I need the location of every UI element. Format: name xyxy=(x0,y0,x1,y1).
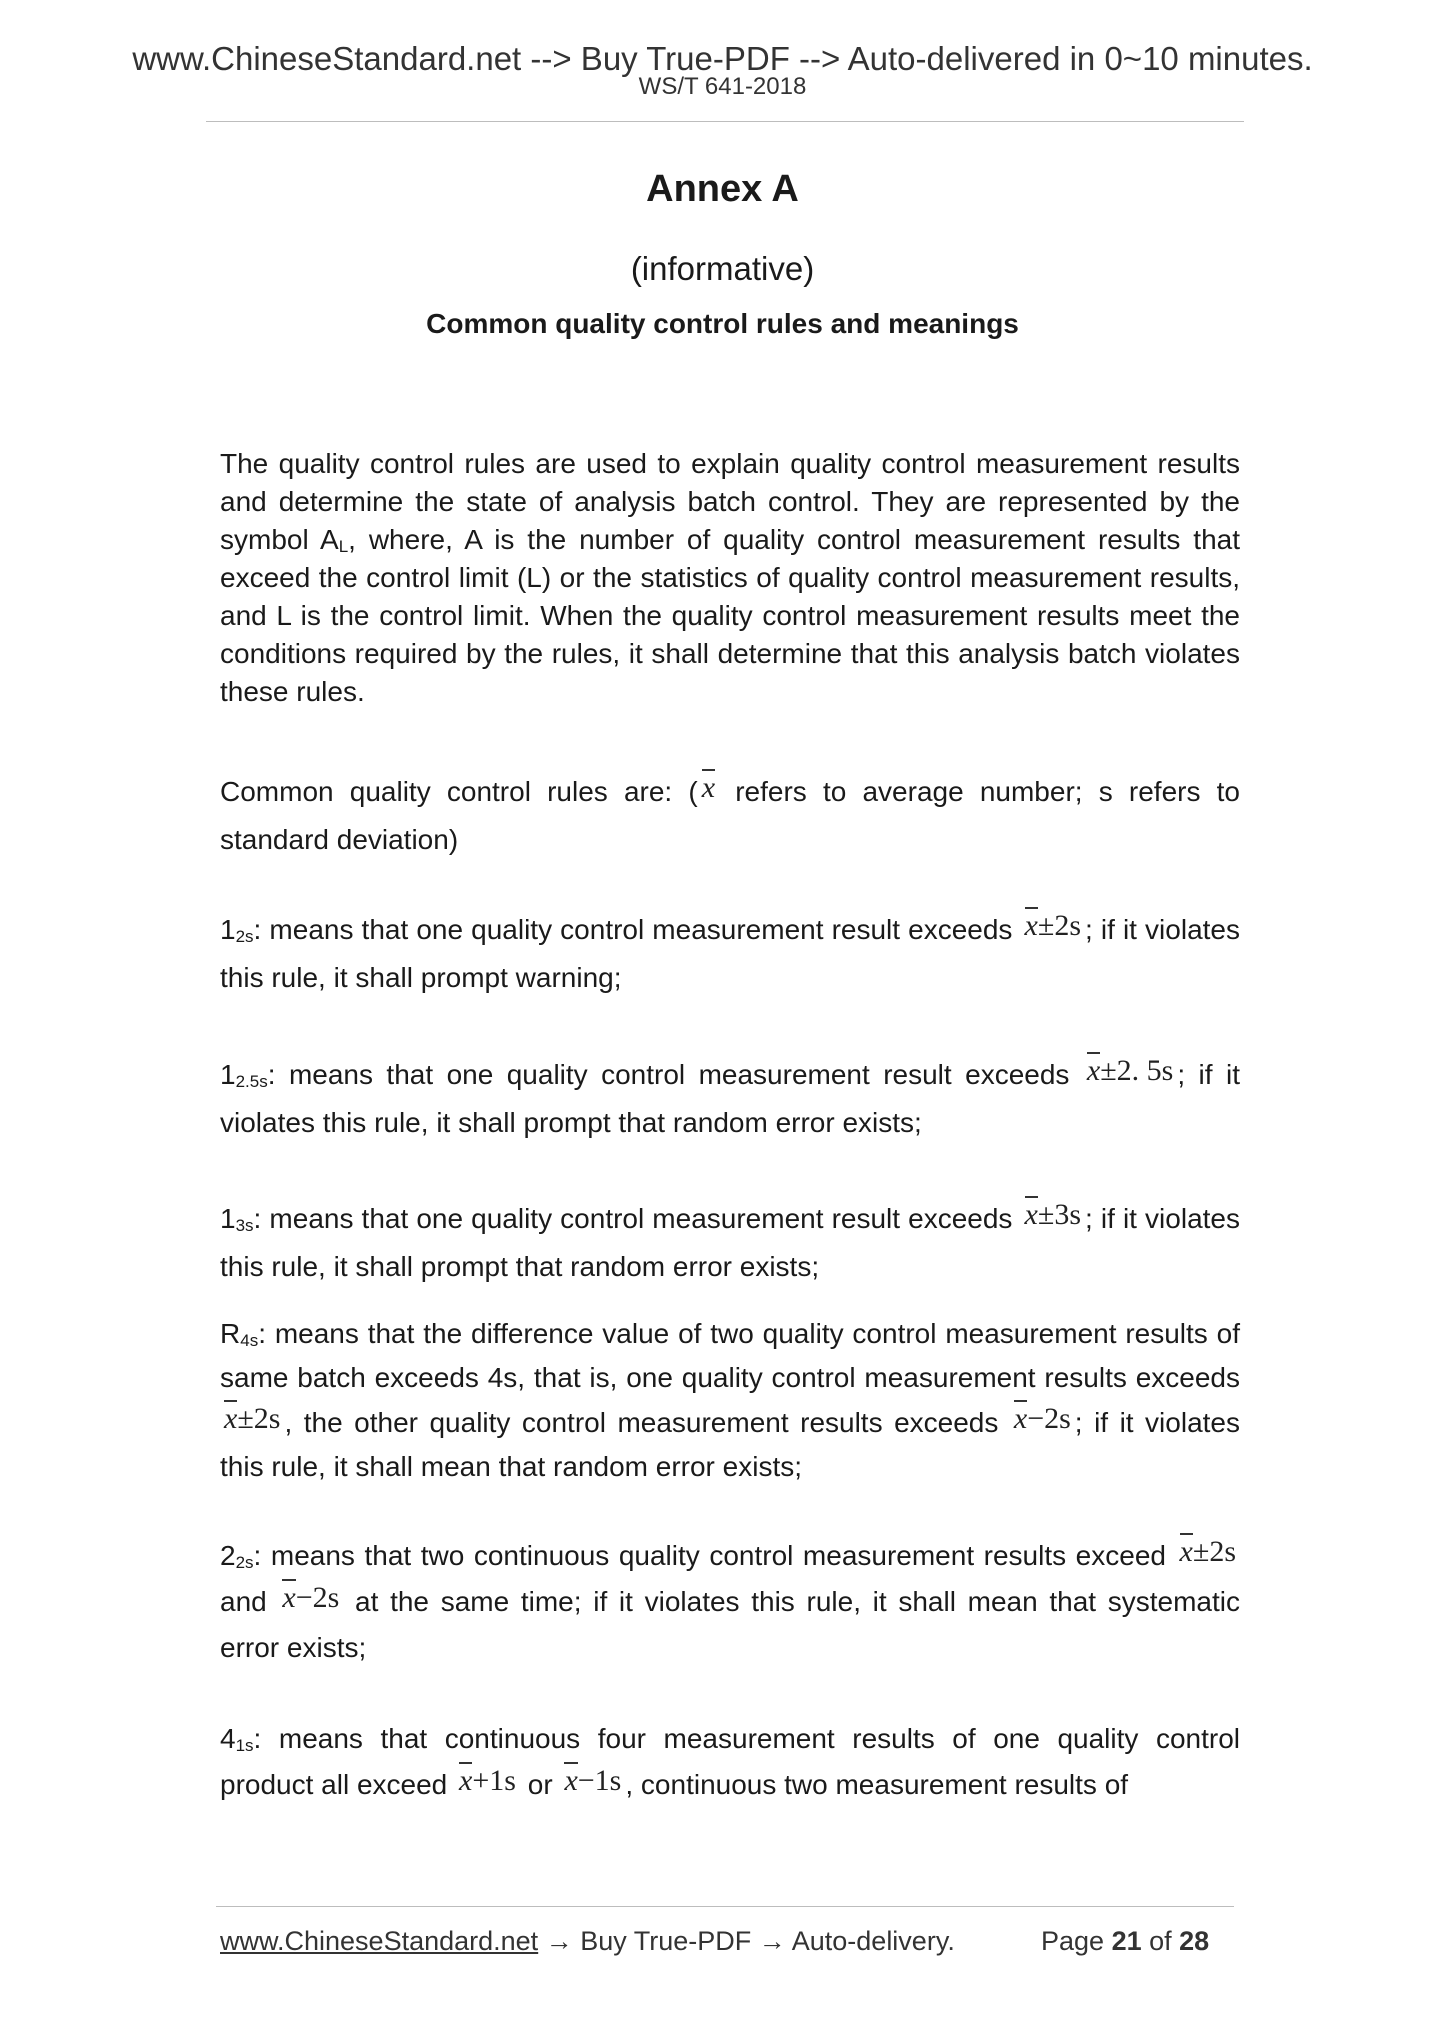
formula-xbar-pm-2s: x±2s xyxy=(1024,909,1081,942)
header-divider xyxy=(206,121,1244,122)
rule-1-3s: $1_{3s}$: means that one quality control measurement result exceeds x±3s ; if it violates this rule, it shall prompt that random error exists; xyxy=(220,1198,1240,1282)
formula-xbar-pm-3s: x±3s xyxy=(1024,1198,1081,1231)
footer-divider xyxy=(216,1906,1234,1907)
annex-heading: Common quality control rules and meanings xyxy=(426,308,1019,339)
intro-paragraph: The quality control rules are used to explain quality control measurement results and determine the state of analysis batch control. They are represented by the symbol $A_L$, where, A is the number of quality control measurement results that exceed the control limit (L) or the statistics of quality control measurement results, and L is the control limit. When the quality control measurement results meet the conditions required by the rules, it shall determine that this analysis batch violates these rules. xyxy=(220,448,1240,707)
formula-xbar-minus-2s: x−2s xyxy=(1013,1402,1071,1435)
header-banner[interactable]: www.ChineseStandard.net --> Buy True-PDF --> Auto-delivered in 0~10 minutes. xyxy=(132,40,1313,77)
annex-title: Annex A xyxy=(646,168,799,210)
xbar-symbol: x xyxy=(701,771,716,804)
page-number: 21 xyxy=(1111,1926,1142,1956)
legend-paragraph: Common quality control rules are: ( x refers to average number; s refers to standard deviation) xyxy=(220,771,1240,855)
footer-link: www.ChineseStandard.net → Buy True-PDF → Auto-delivery. xyxy=(220,1926,955,1956)
rule-4-1s: $4_{1s}$: means that continuous four measurement results of one quality control product all exceed x+1s or x−1s , continuous two measurement results of xyxy=(220,1723,1240,1800)
formula-xbar-minus-2s: x−2s xyxy=(282,1581,340,1614)
formula-xbar-pm-2-5s: x±2. 5s xyxy=(1086,1054,1174,1087)
annex-subtitle: (informative) xyxy=(630,250,815,287)
rule-2-2s: $2_{2s}$: means that two continuous quality control measurement results exceed x±2s and x−2s at the same time; if it violates this rule, it shall mean that systematic error exists; xyxy=(220,1535,1241,1663)
rule-1-2-5s: $1_{2.5s}$: means that one quality control measurement result exceeds x±2. 5s ; if it violates this rule, it shall prompt that random error exists; xyxy=(220,1054,1240,1138)
formula-xbar-pm-2s: x±2s xyxy=(224,1402,281,1435)
footer-site-link[interactable]: www.ChineseStandard.net xyxy=(220,1926,539,1956)
formula-xbar-minus-1s: x−1s xyxy=(564,1764,622,1797)
formula-xbar-plus-1s: x+1s xyxy=(459,1764,516,1797)
rule-r-4s: $R_{4s}$: means that the difference value of two quality control measurement results of same batch exceeds 4s, that is, one quality control measurement results exceeds x±2s , the other quality control measurement results exceeds x−2s ; if it violates this rule, it shall mean that random error exists; xyxy=(220,1318,1240,1482)
page-total: 28 xyxy=(1179,1926,1210,1956)
rule-1-2s: $1_{2s}$: means that one quality control measurement result exceeds x±2s ; if it violates this rule, it shall prompt warning; xyxy=(220,909,1240,993)
page-indicator: Page 21 of 28 xyxy=(1041,1926,1210,1956)
doc-number: WS/T 641-2018 xyxy=(638,73,807,100)
formula-xbar-pm-2s: x±2s xyxy=(1179,1535,1236,1568)
